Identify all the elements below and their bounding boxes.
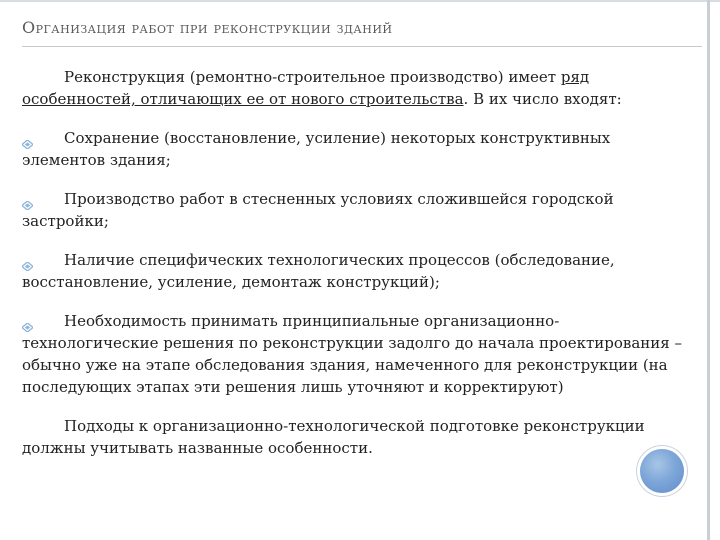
slide-title: Организация работ при реконструкции зданий bbox=[22, 18, 393, 37]
blue-circle-orb bbox=[640, 449, 684, 493]
diamond-bullet-icon bbox=[22, 316, 33, 325]
bullet-item bbox=[22, 310, 682, 398]
diamond-bullet-icon bbox=[22, 194, 33, 203]
bullet-item bbox=[22, 188, 682, 232]
right-border bbox=[707, 0, 710, 540]
bullet-item bbox=[22, 249, 682, 293]
bullet-text: Производство работ в стесненных условиях сложившейся городской застройки; bbox=[22, 190, 614, 230]
bullet-text: Наличие специфических технологических процессов (обследование, восстановление, усиление, демонтаж конструкций); bbox=[22, 251, 615, 291]
intro-text-1: Реконструкция (ремонтно-строительное производство) имеет bbox=[64, 68, 561, 86]
bullet-item bbox=[22, 127, 682, 171]
intro-underlined-text: ряд особенностей, отличающих ее от нового строительства bbox=[22, 68, 590, 108]
bullet-text: Сохранение (восстановление, усиление) некоторых конструктивных элементов здания; bbox=[22, 129, 611, 169]
diamond-bullet-icon bbox=[22, 133, 33, 142]
conclusion-paragraph: Подходы к организационно-технологической подготовке реконструкции должны учитывать названные особенности. bbox=[22, 417, 645, 457]
intro-text-2: . В их число входят: bbox=[463, 90, 622, 108]
intro-paragraph bbox=[22, 66, 682, 110]
bullet-text: Необходимость принимать принципиальные организационно-технологические решения по реконструкции задолго до начала проектирования – обычно уже на этапе обследования здания, намеченного для реконструкции (на последующих этапах эти решения лишь уточняют и корректируют) bbox=[22, 312, 682, 396]
slide-body bbox=[22, 66, 682, 459]
title-divider bbox=[22, 46, 702, 47]
diamond-bullet-icon bbox=[22, 255, 33, 264]
top-border bbox=[0, 0, 720, 2]
